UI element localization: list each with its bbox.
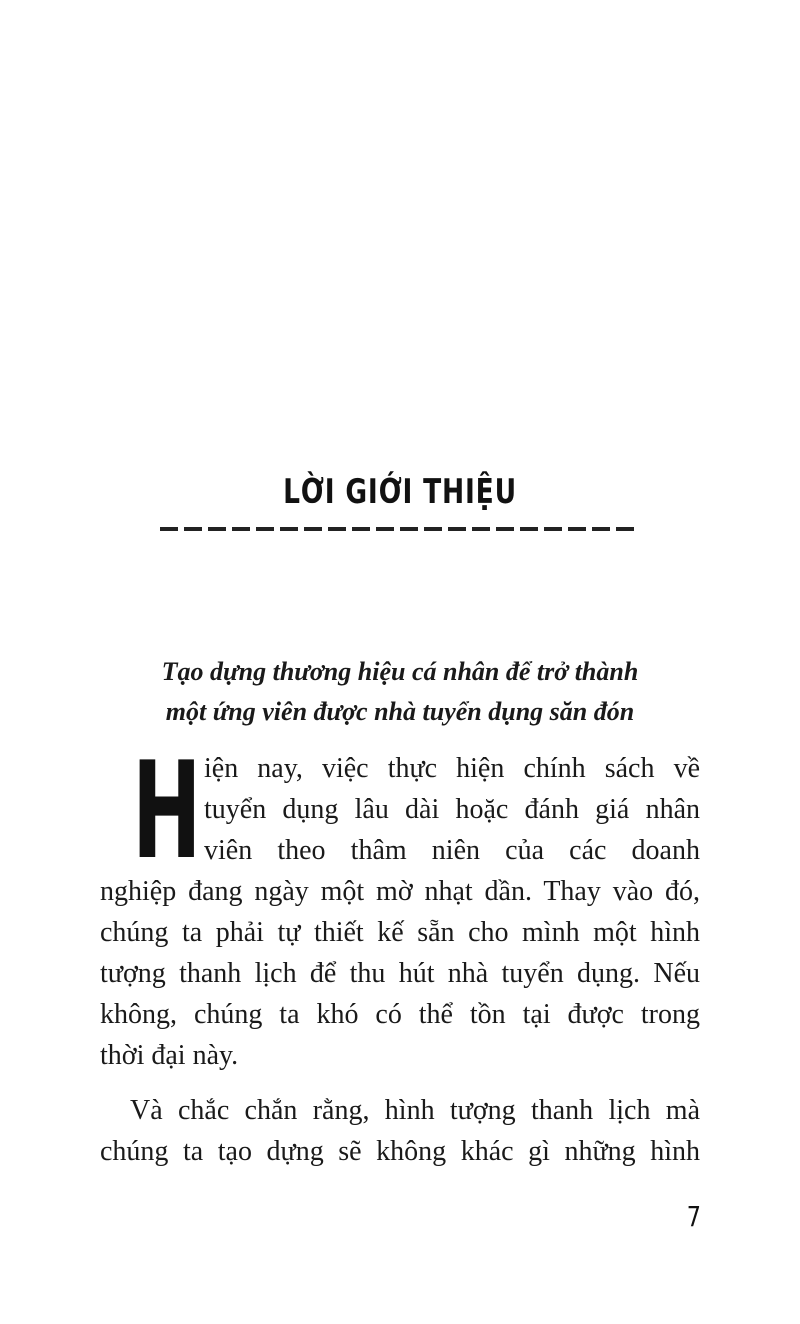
- chapter-subtitle: [100, 652, 700, 732]
- paragraph-line: không, chúng ta khó có thể tồn tại được trong: [100, 999, 700, 1030]
- paragraph-line: viên theo thâm niên của các doanh: [204, 835, 700, 866]
- paragraph-line: tuyển dụng lâu dài hoặc đánh giá nhân: [204, 794, 700, 825]
- paragraph-line: Và chắc chắn rằng, hình tượng thanh lịch mà: [130, 1095, 700, 1126]
- title-dashed-rule: [160, 527, 640, 531]
- paragraph-2: [100, 1090, 700, 1172]
- drop-cap-letter: H: [132, 733, 202, 889]
- chapter-title: LỜI GIỚI THIỆU: [283, 472, 517, 512]
- subtitle-line-1: Tạo dựng thương hiệu cá nhân để trở thành: [161, 657, 639, 686]
- paragraph-1-continued: [100, 871, 700, 1076]
- paragraph-line: iện nay, việc thực hiện chính sách về: [204, 753, 700, 784]
- paragraph-line: tượng thanh lịch để thu hút nhà tuyển dụng. Nếu: [100, 958, 700, 989]
- page-number: 7: [686, 1200, 702, 1233]
- paragraph-line: chúng ta tạo dựng sẽ không khác gì những hình: [100, 1136, 700, 1167]
- subtitle-line-2: một ứng viên được nhà tuyển dụng săn đón: [165, 697, 635, 726]
- paragraph-line: nghiệp đang ngày một mờ nhạt dần. Thay vào đó,: [100, 876, 700, 907]
- paragraph-line: chúng ta phải tự thiết kế sẵn cho mình một hình: [100, 917, 700, 948]
- dropcap-indented-lines: [204, 748, 700, 871]
- paragraph-line: thời đại này.: [100, 1040, 239, 1071]
